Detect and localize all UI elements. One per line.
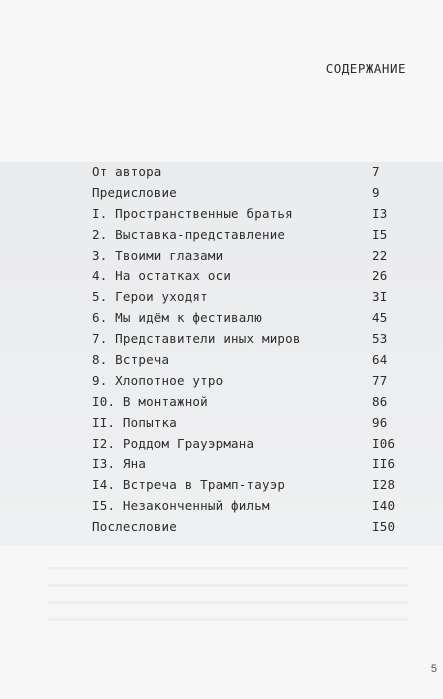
toc-entry-page: II6 [372,456,396,472]
toc-entry [92,162,406,183]
toc-entry-page: 96 [372,414,388,430]
toc-entry-title: 7. Представители иных миров [92,331,301,347]
toc-entry-page: 64 [372,352,388,368]
toc-entry [92,475,406,496]
toc-entry-page: 22 [372,247,388,263]
toc-entry-page: I28 [372,477,396,493]
table-of-contents [92,162,406,538]
toc-entry-title: I4. Встреча в Трамп-тауэр [92,477,286,493]
toc-entry [92,434,406,455]
toc-entry-page: 53 [372,331,388,347]
toc-entry-title: 8. Встреча [92,352,170,368]
toc-entry-page: 45 [372,310,388,326]
toc-entry [92,183,406,204]
toc-entry-title: I3. Яна [92,456,147,472]
toc-entry [92,308,406,329]
toc-entry [92,413,406,434]
toc-entry-title: I2. Роддом Грауэрмана [92,435,255,451]
toc-entry [92,204,406,225]
toc-entry-page: I50 [372,519,396,535]
toc-entry [92,287,406,308]
bleed-through-text [48,553,408,623]
toc-entry-page: 77 [372,372,388,388]
toc-entry-page: 86 [372,393,388,409]
toc-entry-page: I06 [372,435,396,451]
toc-entry-page: 9 [372,184,380,200]
toc-entry [92,392,406,413]
toc-entry-page: I3 [372,205,388,221]
toc-entry-title: I. Пространственные братья [92,205,293,221]
toc-entry [92,266,406,287]
toc-entry [92,496,406,517]
toc-entry-title: 5. Герои уходят [92,289,208,305]
toc-entry-page: 26 [372,268,388,284]
toc-entry [92,350,406,371]
toc-entry [92,225,406,246]
toc-entry-title: 4. На остатках оси [92,268,232,284]
toc-entry-page: 7 [372,164,380,179]
toc-entry-title: Предисловие [92,184,177,200]
page-number: 5 [430,663,437,675]
toc-entry-title: I0. В монтажной [92,393,208,409]
toc-entry [92,329,406,350]
toc-entry-page: I5 [372,226,388,242]
toc-entry-title: I5. Незаконченный фильм [92,498,270,514]
toc-entry-title: 3. Твоими глазами [92,247,224,263]
toc-entry-title: II. Попытка [92,414,177,430]
toc-entry-title: 6. Мы идём к фестивалю [92,310,262,326]
toc-entry-page: 3I [372,289,388,305]
toc-entry-title: Послесловие [92,519,177,535]
toc-entry-page: I40 [372,498,396,514]
toc-entry-title: 9. Хлопотное утро [92,372,224,388]
toc-entry [92,371,406,392]
toc-entry [92,454,406,475]
contents-heading: СОДЕРЖАНИЕ [325,61,406,76]
toc-entry [92,246,406,267]
toc-entry [92,517,406,538]
toc-entry-title: 2. Выставка-представление [92,226,286,242]
toc-entry-title: От автора [92,164,162,179]
